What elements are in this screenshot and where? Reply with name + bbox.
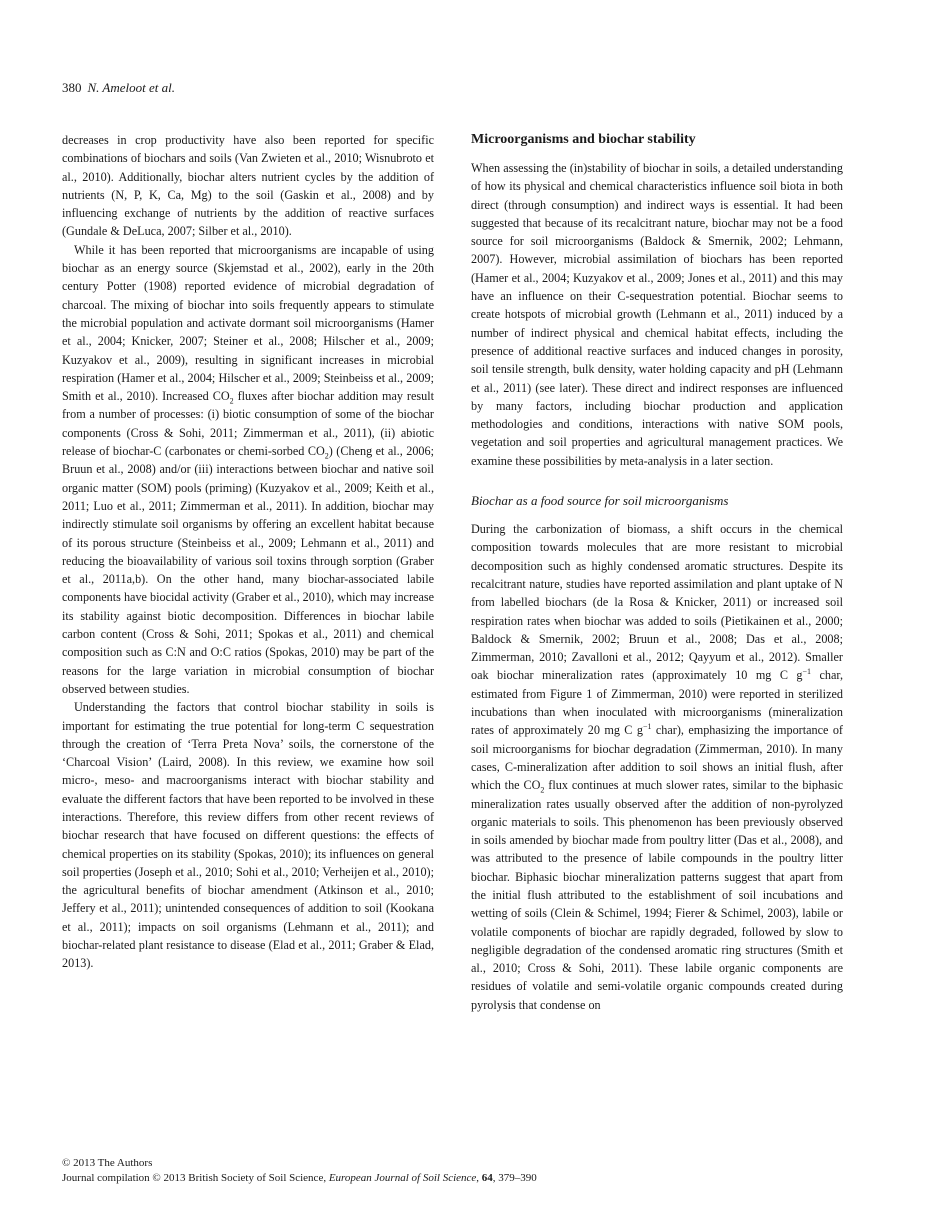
running-authors: N. Ameloot et al. — [87, 80, 176, 95]
copyright-line: © 2013 The Authors — [62, 1157, 153, 1169]
page-footer — [62, 1156, 537, 1186]
subsection-heading: Biochar as a food source for soil microorganisms — [471, 493, 729, 509]
page-number: 380 — [62, 80, 82, 95]
left-paragraph-2: While it has been reported that microorganisms are incapable of using biochar as an energy source (Skjemstad et al., 2002), early in the 20th century Potter (1908) reported evidence of microbial degradation of charcoal. The mixing of biochar into soils frequently appears to stimulate the microbial population and activate dormant soil microorganisms (Hamer et al., 2004; Knicker, 2007; Steiner et al., 2008; Hilscher et al., 2009; Kuzyakov et al., 2009), resulting in significant increases in microbial respiration (Hamer et al., 2004; Hilscher et al., 2009; Steinbeiss et al., 2009; Smith et al., 2010). Increased $CO_2$ fluxes after biochar addition may result from a number of processes: (i) biotic consumption of some of the biochar components (Cross & Sohi, 2011; Zimmerman et al., 2011), (ii) abiotic release of biochar-C (carbonates or chemi-sorbed $CO_2$) (Cheng et al., 2006; Bruun et al., 2008) and/or (iii) interactions between biochar and native soil organic matter (SOM) pools (priming) (Kuzyakov et al., 2009; Keith et al., 2011; Luo et al., 2011; Zimmerman et al., 2011). In addition, biochar may indirectly stimulate soil organisms by offering an excellent habitat because of its porous structure (Steinbeiss et al., 2009; Lehmann et al., 2011) and reducing the bioavailability of various soil toxins through sorption (Graber et al., 2011a,b). On the other hand, many biochar-associated labile components have biocidal activity (Graber et al., 2010), which may increase its stability against biotic decomposition. Differences in biochar labile carbon content (Cross & Sohi, 2011; Spokas et al., 2011) and chemical composition such as C:N and O:C ratios (Spokas, 2010) may be part of the reasons for the large variation in microbial consumption of biochar observed between studies. — [62, 242, 435, 696]
right-paragraph-1: When assessing the (in)stability of biochar in soils, a detailed understanding of how its physical and chemical characteristics influence soil biota in both direct (through consumption) and indirect ways is essential. It had been suggested that because of its recalcitrant nature, biochar may not be a food source for soil microorganisms (Baldock & Smernik, 2002; Lehmann, 2007). However, microbial assimilation of biochars has been reported (Hamer et al., 2004; Kuzyakov et al., 2009; Jones et al., 2011) and this may have an influence on their C-sequestration potential. Biochar seems to create hotspots of microbial growth (Lehmann et al., 2011) induced by a number of indirect physical and chemical habitat effects, including the presence of additional reactive surfaces and induced changes in porosity, soil tensile strength, bulk density, water holding capacity and pH (Lehmann et al., 2011) (see later). These direct and indirect responses are influenced by many factors, including biochar production and application methodologies and conditions, interactions with native SOM pools, vegetation and soil properties and agricultural management practices. We examine these possibilities by meta-analysis in a later section. — [471, 161, 843, 468]
journal-line: Journal compilation © 2013 British Society of Soil Science, European Journal of Soil Science, 64, 379–390 — [62, 1172, 537, 1184]
left-column — [62, 131, 434, 973]
right-column — [471, 131, 843, 1014]
section-heading: Microorganisms and biochar stability — [471, 132, 696, 147]
left-paragraph-1: decreases in crop productivity have also been reported for specific combinations of biochars and soils (Van Zwieten et al., 2010; Wisnubroto et al., 2010). Additionally, biochar alters nutrient cycles by the addition of nutrients (N, P, K, Ca, Mg) to the soil (Gaskin et al., 2008) and by influencing exchange of nutrients by the addition of reactive surfaces (Gundale & DeLuca, 2007; Silber et al., 2010). — [62, 133, 434, 239]
running-header — [62, 80, 175, 96]
right-paragraph-2: During the carbonization of biomass, a shift occurs in the chemical composition towards molecules that are more resistant to microbial decomposition such as highly condensed aromatic structures. Despite its recalcitrant nature, studies have reported assimilation and plant uptake of N from labelled biochars (de la Rosa & Knicker, 2011) or increased soil respiration rates when biochar was added to soils (Pietikainen et al., 2000; Baldock & Smernik, 2002; Bruun et al., 2008; Das et al., 2008; Zimmerman, 2010; Zavalloni et al., 2012; Qayyum et al., 2012). Smaller oak biochar mineralization rates (approximately 10 mg C $g^{-1}$ char, estimated from Figure 1 of Zimmerman, 2010) were reported in sterilized incubations than when inoculated with microorganisms (mineralization rates of approximately 20 mg C $g^{-1}$ char), emphasizing the importance of soil microorganisms for biochar degradation (Zimmerman, 2010). In many cases, C-mineralization after addition to soil shows an initial flush, after which the $CO_2$ flux continues at much slower rates, similar to the biphasic mineralization rates usually observed after the addition of non-pyrolyzed organic materials to soils. This phenomenon has been previously observed in soils amended by biochar made from poultry litter (Das et al., 2008), and was attributed to the presence of labile compounds in the poultry litter biochar. Biphasic biochar mineralization patterns suggest that apart from the initial flush attributed to the establishment of soil incubations and wetting of soils (Clein & Schimel, 1994; Fierer & Schimel, 2003), labile or volatile components of biochar are rapidly degraded, followed by slow to negligible degradation of the condensed aromatic ring structures (Smith et al., 2010; Cross & Sohi, 2011). These labile organic components are residues of volatile and semi-volatile organic compounds created during pyrolysis that condense on — [471, 522, 843, 1012]
left-paragraph-3: Understanding the factors that control biochar stability in soils is important for estimating the true potential for long-term C sequestration through the creation of ‘Terra Preta Nova’ soils, the cornerstone of the ‘Charcoal Vision’ (Laird, 2008). In this review, we examine how soil micro-, meso- and macroorganisms interact with biochar stability and evaluate the different factors that have been reported to be involved in these interactions. Therefore, this review differs from other recent reviews of biochar research that have focused on different questions: the effects of chemical properties on its stability (Spokas, 2010); its influences on general soil properties (Joseph et al., 2010; Sohi et al., 2010; Verheijen et al., 2010); the agricultural benefits of biochar amendment (Atkinson et al., 2010; Jeffery et al., 2011); unintended consequences of addition to soil (Kookana et al., 2011); impacts on soil organisms (Lehmann et al., 2011); and biochar-related plant resistance to disease (Elad et al., 2011; Graber & Elad, 2013). — [62, 700, 434, 971]
